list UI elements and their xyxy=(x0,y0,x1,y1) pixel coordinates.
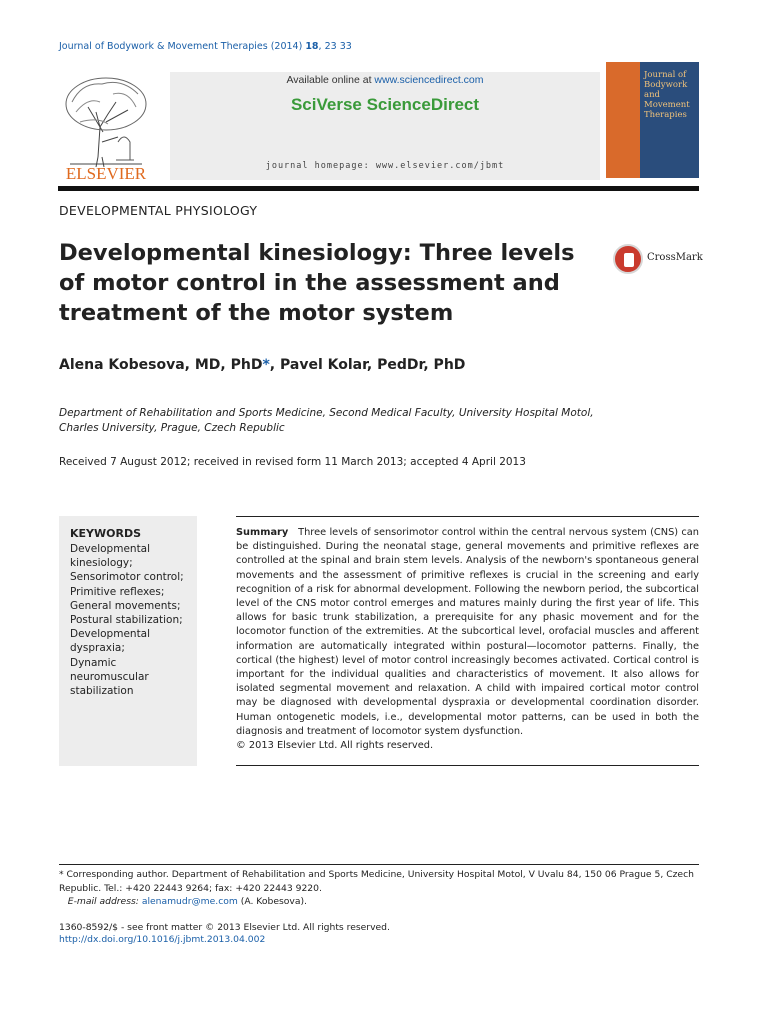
doi-link-container xyxy=(59,934,265,945)
journal-citation: Journal of Bodywork & Movement Therapies (2014) xyxy=(59,41,303,52)
journal-reference[interactable] xyxy=(59,41,352,52)
section-label: DEVELOPMENTAL PHYSIOLOGY xyxy=(59,203,258,218)
affiliation: Department of Rehabilitation and Sports Medicine, Second Medical Faculty, University Hospital Motol, Charles University, Prague, Czech Republic xyxy=(59,407,594,434)
crossmark-bookmark xyxy=(624,253,634,267)
author-secondary: , Pavel Kolar, PedDr, PhD xyxy=(269,357,466,373)
email-label: E-mail address: xyxy=(67,896,139,907)
keyword-item: Sensorimotor control; xyxy=(70,571,184,584)
crossmark-icon xyxy=(613,244,643,274)
abstract-bottom-rule xyxy=(236,765,699,766)
abstract-label: Summary xyxy=(236,527,289,538)
received-dates: Received 7 August 2012; received in revised form 11 March 2013; accepted 4 April 2013 xyxy=(59,456,526,468)
email-line xyxy=(59,895,699,909)
email-suffix: (A. Kobesova). xyxy=(237,896,307,907)
author-primary: Alena Kobesova, MD, PhD xyxy=(59,357,263,373)
sciverse-logo[interactable]: SciVerse ScienceDirect xyxy=(290,95,480,114)
article-title: Developmental kinesiology: Three levels of motor control in the assessment and treatment of the motor system xyxy=(59,240,575,326)
journal-volume: 18 xyxy=(305,41,319,52)
cover-strip xyxy=(606,62,640,178)
available-online xyxy=(170,74,600,86)
journal-homepage[interactable]: journal homepage: www.elsevier.com/jbmt xyxy=(265,161,505,171)
footnote-rule xyxy=(59,864,699,865)
email-link[interactable]: alenamudr@me.com xyxy=(141,896,238,907)
crossmark-badge[interactable] xyxy=(613,242,703,276)
keywords-box xyxy=(59,516,197,766)
doi-link[interactable]: http://dx.doi.org/10.1016/j.jbmt.2013.04.002 xyxy=(59,934,266,945)
abstract xyxy=(236,526,699,753)
available-prefix: Available online at xyxy=(286,74,375,86)
corresponding-author-marker[interactable]: * xyxy=(262,357,270,373)
author-list xyxy=(59,357,465,373)
keyword-item: Developmental dyspraxia; xyxy=(70,628,151,655)
crossmark-label: CrossMark xyxy=(647,252,703,263)
header-divider xyxy=(58,186,699,191)
keyword-item: Dynamic neuromuscular stabilization xyxy=(70,656,149,698)
abstract-text: Three levels of sensorimotor control within the central nervous system (CNS) can be distinguished. During the neonatal stage, general movements and primitive reflexes are controlled at the spinal and brain stem levels. Analysis of the newborn's spontaneous general movements and the assessment of primitive reflexes is crucial in the screening and early recognition of a risk for abnormal development. Following the newborn period, the subcortical level of the CNS motor control emerges and matures mainly during the first year of life. This allows for basic trunk stabilization, a prerequisite for any phasic movement and for the locomotor function of the extremities. At the subcortical level, orofacial muscles and afferent information are automatically integrated within postural—locomotor patterns. Finally, the cortical (the highest) level of motor control increasingly becomes activated. Cortical control is important for the individual qualities and characteristics of movement. It also allows for isolated segmental movement and relaxation. A child with impaired cortical motor control may be diagnosed with developmental dyspraxia or developmental coordination disorder. Human ontogenetic models, i.e., developmental motor patterns, can be used in both the diagnosis and treatment of locomotor system dysfunction. xyxy=(236,527,700,737)
journal-cover[interactable] xyxy=(606,62,699,178)
issn-line: 1360-8592/$ - see front matter © 2013 Elsevier Ltd. All rights reserved. xyxy=(59,922,390,933)
abstract-top-rule xyxy=(236,516,699,517)
keyword-item: Postural stabilization; xyxy=(70,614,183,627)
corresponding-footnote xyxy=(59,868,699,909)
elsevier-logo[interactable] xyxy=(58,72,154,182)
corresponding-text: * Corresponding author. Department of Rehabilitation and Sports Medicine, University Hospital Motol, V Uvalu 84, 150 06 Prague 5, Czech Republic. Tel.: +420 22443 9264; fax: +420 22443 9220. xyxy=(59,869,694,894)
keyword-item: General movements; xyxy=(70,599,181,612)
elsevier-tree-icon xyxy=(58,72,154,182)
keyword-item: Primitive reflexes; xyxy=(70,585,165,598)
journal-pages: , 23 33 xyxy=(318,41,352,52)
keywords-heading: KEYWORDS xyxy=(70,527,142,540)
elsevier-wordmark: ELSEVIER xyxy=(65,164,147,182)
sciencedirect-link[interactable]: www.sciencedirect.com xyxy=(374,74,484,86)
keyword-item: Developmental kinesiology; xyxy=(70,543,151,570)
keywords-list xyxy=(70,542,194,698)
sciencedirect-banner xyxy=(170,72,600,180)
abstract-copyright: © 2013 Elsevier Ltd. All rights reserved. xyxy=(236,740,434,752)
cover-title: Journal of Bodywork and Movement Therapies xyxy=(644,70,690,120)
